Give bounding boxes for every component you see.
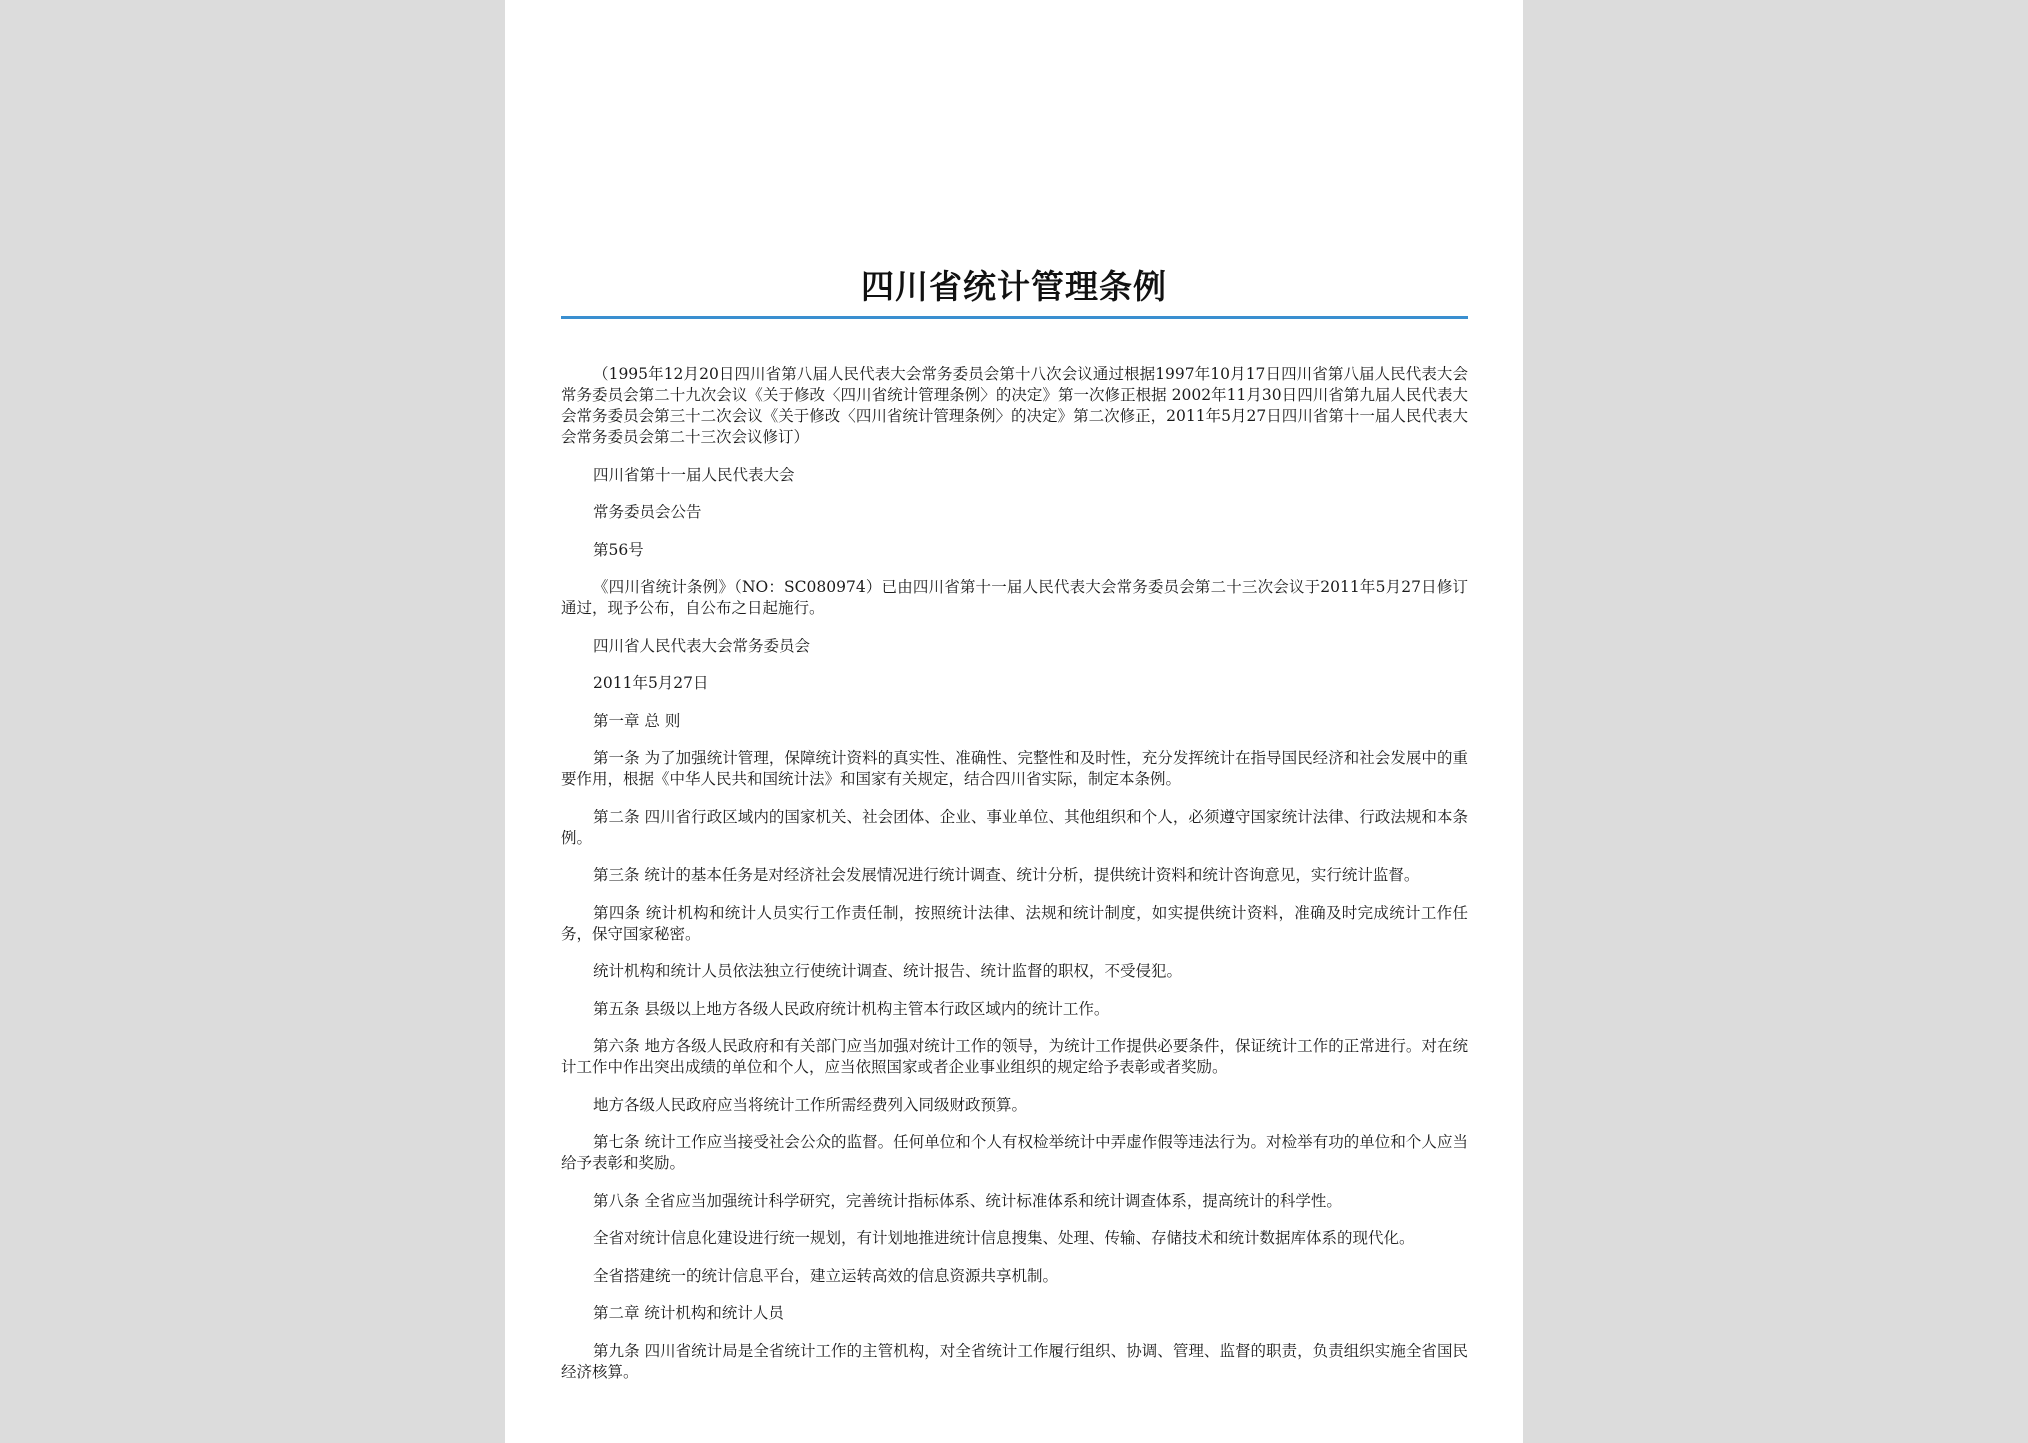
article-paragraph: 第二条 四川省行政区域内的国家机关、社会团体、企业、事业单位、其他组织和个人，必须遵守国家统计法律、行政法规和本条例。 <box>561 807 1468 847</box>
announcement-number: 第56号 <box>593 540 644 559</box>
article-paragraph: 全省对统计信息化建设进行统一规划，有计划地推进统计信息搜集、处理、传输、存储技术和统计数据库体系的现代化。 <box>593 1229 1415 1247</box>
document-title: 四川省统计管理条例 <box>861 267 1167 306</box>
chapter-heading: 第一章 总 则 <box>593 711 681 730</box>
article-paragraph: 第七条 统计工作应当接受社会公众的监督。任何单位和个人有权检举统计中弄虚作假等违法行为。对检举有功的单位和个人应当给予表彰和奖励。 <box>561 1133 1468 1172</box>
article-paragraph: 第九条 四川省统计局是全省统计工作的主管机构，对全省统计工作履行组织、协调、管理、监督的职责，负责组织实施全省国民经济核算。 <box>561 1341 1468 1381</box>
announcement-line: 常务委员会公告 <box>593 503 702 521</box>
announcement-paragraph: 《四川省统计条例》（NO：SC080974）已由四川省第十一届人民代表大会常务委员会第二十三次会议于2011年5月27日修订通过，现予公布，自公布之日起施行。 <box>561 578 1468 617</box>
date-line: 2011年5月27日 <box>593 674 709 692</box>
article-paragraph: 第六条 地方各级人民政府和有关部门应当加强对统计工作的领导，为统计工作提供必要条件，保证统计工作的正常进行。对在统计工作中作出突出成绩的单位和个人，应当依照国家或者企业事业组织的规定给予表彰或者奖励。 <box>561 1037 1468 1076</box>
document-body <box>561 364 1468 1399</box>
article-paragraph: 第四条 统计机构和统计人员实行工作责任制，按照统计法律、法规和统计制度，如实提供统计资料，准确及时完成统计工作任务，保守国家秘密。 <box>561 903 1468 943</box>
issuer-line: 四川省第十一届人民代表大会 <box>593 465 795 484</box>
signatory-line: 四川省人民代表大会常务委员会 <box>593 636 811 655</box>
article-paragraph: 第三条 统计的基本任务是对经济社会发展情况进行统计调查、统计分析，提供统计资料和统计咨询意见，实行统计监督。 <box>593 866 1420 884</box>
article-paragraph: 统计机构和统计人员依法独立行使统计调查、统计报告、统计监督的职权，不受侵犯。 <box>593 962 1183 980</box>
article-paragraph: 全省搭建统一的统计信息平台，建立运转高效的信息资源共享机制。 <box>593 1266 1059 1285</box>
article-paragraph: 第一条 为了加强统计管理，保障统计资料的真实性、准确性、完整性和及时性，充分发挥统计在指导国民经济和社会发展中的重要作用，根据《中华人民共和国统计法》和国家有关规定，结合四川省实际，制定本条例。 <box>561 749 1468 788</box>
document-page <box>505 0 1523 1443</box>
preamble-paragraph: （1995年12月20日四川省第八届人民代表大会常务委员会第十八次会议通过根据1997年10月17日四川省第八届人民代表大会常务委员会第二十九次会议《关于修改〈四川省统计管理条例〉的决定》第一次修正根据 2002年11月30日四川省第九届人民代表大会常务委员会第三十二次会议《关于修改〈四川省统计管理条例〉的决定》第二次修正，2011年5月27日四川省第十一届人民代表大会常务委员会第二十三次会议修订） <box>561 365 1468 446</box>
chapter-heading: 第二章 统计机构和统计人员 <box>593 1304 784 1322</box>
article-paragraph: 第八条 全省应当加强统计科学研究，完善统计指标体系、统计标准体系和统计调查体系，提高统计的科学性。 <box>593 1191 1342 1210</box>
article-paragraph: 地方各级人民政府应当将统计工作所需经费列入同级财政预算。 <box>593 1095 1028 1114</box>
title-divider <box>561 316 1468 319</box>
article-paragraph: 第五条 县级以上地方各级人民政府统计机构主管本行政区域内的统计工作。 <box>593 999 1110 1018</box>
